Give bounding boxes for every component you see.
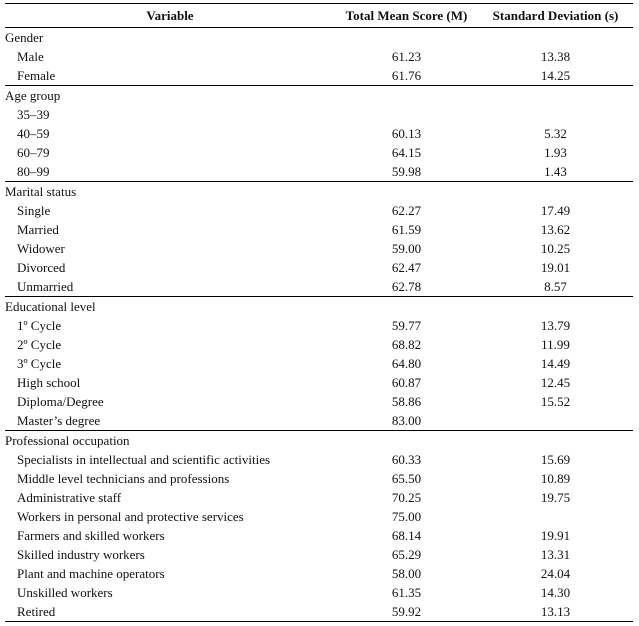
table-row (5, 124, 633, 143)
sd-cell: 13.62 (540, 222, 571, 237)
sd-cell (478, 507, 633, 526)
sd-cell: 15.69 (540, 452, 571, 467)
table-row (5, 507, 633, 526)
table-row (5, 373, 633, 392)
mean-cell: 65.50 (391, 471, 422, 486)
mean-cell: 59.00 (391, 241, 422, 256)
row-label: Workers in personal and protective services (17, 509, 244, 524)
mean-cell: 75.00 (391, 509, 422, 524)
table-row (5, 564, 633, 583)
sd-cell: 17.49 (540, 203, 571, 218)
table-row (5, 143, 633, 162)
table-row (5, 335, 633, 354)
row-label: Master’s degree (17, 413, 101, 428)
table-row (5, 450, 633, 469)
table-row (5, 201, 633, 220)
sd-cell: 14.25 (540, 68, 571, 83)
mean-cell: 68.14 (391, 528, 422, 543)
sd-cell: 14.30 (540, 585, 571, 600)
sd-cell: 24.04 (540, 566, 571, 581)
row-label: Male (17, 49, 44, 64)
group-row (5, 86, 633, 106)
table-row (5, 105, 633, 124)
mean-cell: 59.92 (335, 602, 478, 622)
row-label: High school (17, 375, 81, 390)
sd-cell: 13.31 (540, 547, 571, 562)
row-label: Specialists in intellectual and scientific activities (17, 452, 271, 467)
mean-cell: 61.76 (391, 68, 422, 83)
sd-cell: 10.89 (540, 471, 571, 486)
group-label: Professional occupation (5, 431, 633, 451)
row-label: 40–59 (17, 126, 50, 141)
mean-cell: 60.87 (391, 375, 422, 390)
table-row (5, 316, 633, 335)
table-row (5, 545, 633, 564)
row-label: Middle level technicians and professions (17, 471, 230, 486)
header-sd: Standard Deviation (s) (478, 4, 633, 28)
table-row (5, 488, 633, 507)
sd-cell: 19.01 (540, 260, 571, 275)
row-label: 2º Cycle (17, 337, 62, 352)
table-row (5, 277, 633, 297)
row-label: Diploma/Degree (17, 394, 104, 409)
sd-cell: 5.32 (544, 126, 567, 141)
table-header-row (5, 4, 633, 28)
mean-cell: 62.47 (391, 260, 422, 275)
table-row (5, 162, 633, 182)
table-row (5, 392, 633, 411)
table-row (5, 220, 633, 239)
sd-cell: 10.25 (540, 241, 571, 256)
table-row (5, 583, 633, 602)
mean-cell: 59.77 (391, 318, 422, 333)
row-label: Married (17, 222, 59, 237)
sd-cell: 1.43 (544, 164, 567, 179)
mean-cell: 70.25 (391, 490, 422, 505)
results-table (5, 3, 633, 622)
table-row (5, 469, 633, 488)
group-label: Gender (5, 30, 44, 45)
sd-cell (478, 105, 633, 124)
mean-cell: 58.86 (391, 394, 422, 409)
sd-cell: 13.79 (540, 318, 571, 333)
table-row (5, 354, 633, 373)
group-row (5, 28, 633, 48)
group-label: Age group (5, 86, 633, 106)
mean-cell: 61.23 (391, 49, 422, 64)
group-row (5, 431, 633, 451)
sd-cell: 13.38 (540, 49, 571, 64)
header-mean: Total Mean Score (M) (335, 4, 478, 28)
row-label: 35–39 (17, 107, 50, 122)
row-label: 60–79 (17, 145, 50, 160)
sd-cell: 13.13 (478, 602, 633, 622)
table-row (5, 66, 633, 86)
sd-cell: 19.75 (540, 490, 571, 505)
row-label: Farmers and skilled workers (17, 528, 165, 543)
row-label: Retired (5, 602, 335, 622)
mean-cell (335, 105, 478, 124)
row-label: Administrative staff (17, 490, 122, 505)
table-row (5, 258, 633, 277)
sd-cell (478, 411, 633, 431)
row-label: Divorced (17, 260, 66, 275)
row-label: 1º Cycle (17, 318, 62, 333)
mean-cell: 60.33 (391, 452, 422, 467)
row-label: 3º Cycle (17, 356, 62, 371)
mean-cell: 61.35 (391, 585, 422, 600)
row-label: Female (17, 68, 56, 83)
mean-cell: 61.59 (391, 222, 422, 237)
mean-cell: 62.27 (391, 203, 422, 218)
row-label: Skilled industry workers (17, 547, 145, 562)
mean-cell: 60.13 (391, 126, 422, 141)
mean-cell: 62.78 (391, 279, 422, 294)
row-label: Unmarried (17, 279, 74, 294)
row-label: 80–99 (17, 164, 50, 179)
group-row (5, 297, 633, 317)
row-label: Unskilled workers (17, 585, 113, 600)
header-variable: Variable (5, 4, 335, 28)
group-row (5, 182, 633, 202)
group-label: Educational level (5, 297, 633, 317)
sd-cell: 11.99 (541, 337, 570, 352)
table-row (5, 602, 633, 622)
table-row (5, 526, 633, 545)
row-label: Single (17, 203, 51, 218)
mean-cell: 83.00 (391, 413, 422, 428)
row-label: Widower (17, 241, 65, 256)
table-row (5, 239, 633, 258)
mean-cell: 58.00 (391, 566, 422, 581)
mean-cell: 68.82 (391, 337, 422, 352)
table-row (5, 411, 633, 431)
sd-cell: 19.91 (540, 528, 571, 543)
mean-cell: 64.15 (391, 145, 422, 160)
sd-cell: 15.52 (540, 394, 571, 409)
sd-cell: 1.93 (544, 145, 567, 160)
mean-cell: 65.29 (391, 547, 422, 562)
mean-cell: 59.98 (391, 164, 422, 179)
sd-cell: 14.49 (540, 356, 571, 371)
mean-cell: 64.80 (391, 356, 422, 371)
group-label: Marital status (5, 182, 633, 202)
row-label: Plant and machine operators (17, 566, 165, 581)
sd-cell: 12.45 (540, 375, 571, 390)
sd-cell: 8.57 (544, 279, 567, 294)
table-body (5, 28, 633, 622)
table-row (5, 47, 633, 66)
